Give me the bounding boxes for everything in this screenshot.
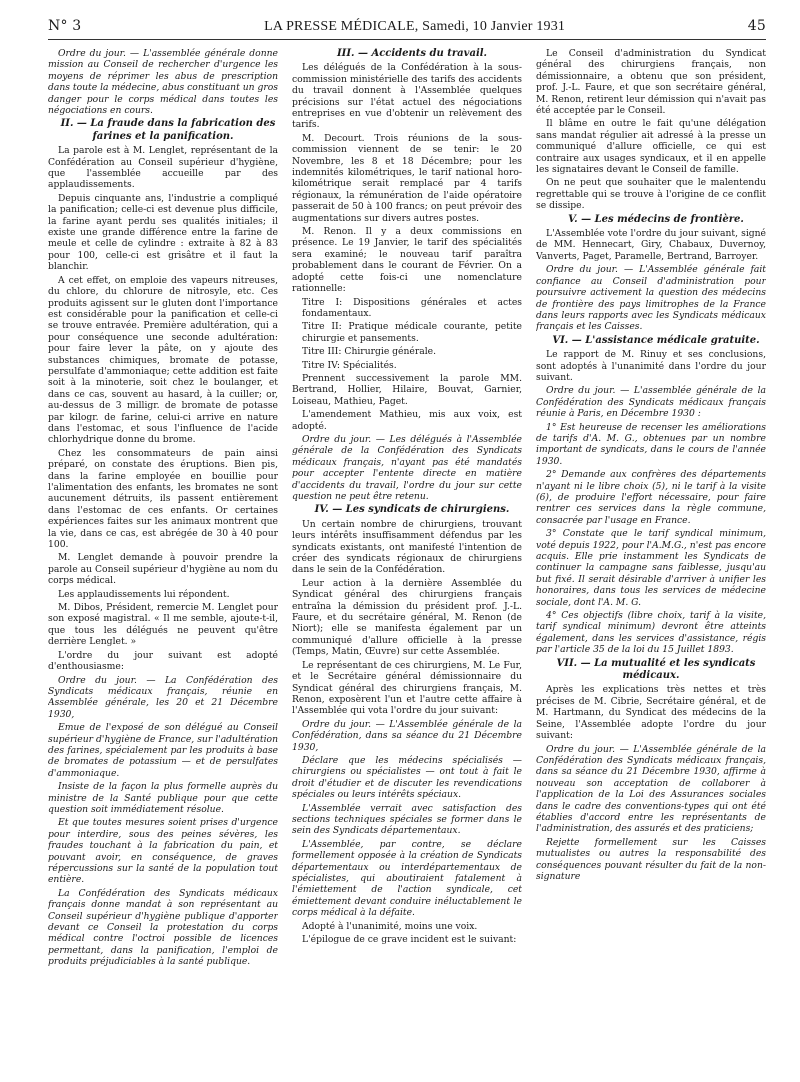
section-heading: III. — Accidents du travail. — [336, 48, 488, 59]
paragraph: Ordre du jour. — Les délégués à l'Assemblée générale de la Confédération des Syndicats médicaux français, n'ayant pas été mandatés pour accepter l'entente directe en matière d'accidents du travail, l'ordre du jour sur cette question ne peut être retenu. — [292, 433, 522, 503]
page-number: 45 — [747, 18, 766, 34]
paragraph: Emue de l'exposé de son délégué au Conseil supérieur d'hygiène de France, sur l'adultération des farines, spécialement par les produits à base de bromates de potassium — et de persulfates d'ammoniaque. — [48, 722, 278, 779]
page-header — [48, 18, 766, 40]
column-1 — [48, 48, 278, 1068]
paragraph: La parole est à M. Lenglet, représentant de la Confédération au Conseil supérieur d'hygiène, que l'assemblée accueille par des applaudissements. — [48, 145, 278, 191]
paragraph: 2° Demande aux confrères des départements n'ayant ni le libre choix (5), ni le tarif à la visite (6), de produire l'effort nécessaire, pour faire rentrer ces services dans la règle commune, consacrée par l'usage en France. — [536, 469, 766, 526]
list-item: Titre IV: Spécialités. — [302, 359, 397, 371]
paragraph: Adopté à l'unanimité, moins une voix. — [302, 920, 478, 932]
section-heading: VII. — La mutualité et les syndicats médicaux. — [556, 657, 756, 682]
paragraph: Les applaudissements lui répondent. — [58, 588, 230, 600]
newspaper-title: LA PRESSE MÉDICALE, Samedi, 10 Janvier 1931 — [264, 19, 566, 34]
paragraph: L'Assemblée vote l'ordre du jour suivant, signé de MM. Hennecart, Giry, Chabaux, Duvernoy, Vanverts, Paget, Paramelle, Bertrand, Barroyer. — [536, 228, 766, 262]
paragraph: Le rapport de M. Rinuy et ses conclusions, sont adoptés à l'unanimité dans l'ordre du jour suivant. — [536, 349, 766, 383]
paragraph: Le Conseil d'administration du Syndicat général des chirurgiens français, non démissionnaire, a obtenu que son président, prof. J.-L. Faure, et que son secrétaire général, M. Renon, retirent leur démission qui n'avait pas été acceptée par le Conseil. — [536, 48, 766, 117]
paragraph: Déclare que les médecins spécialisés — chirurgiens ou spécialistes — ont tout à fait le droit d'étudier et de discuter les revendications spéciales ou leurs intérêts spéciaux. — [292, 754, 522, 801]
paragraph: Depuis cinquante ans, l'industrie a compliqué la panification; celle-ci est devenue plus difficile, la farine ayant perdu ses qualités initiales; il existe une grande différence entre la farine de meule et celle de cylindre : extraite à 82 à 83 pour 100, celle-ci est grisâtre et il faut la blanchir. — [48, 192, 278, 273]
paragraph: 1° Est heureuse de recenser les améliorations de tarifs d'A. M. G., obtenues par un nombre important de syndicats, dans le cours de l'année 1930. — [536, 421, 766, 467]
paragraph: Insiste de la façon la plus formelle auprès du ministre de la Santé publique pour que cette question soit immédiatement résolue. — [48, 781, 278, 815]
paragraph: Le représentant de ces chirurgiens, M. Le Fur, et le Secrétaire général démissionnaire du Syndicat général des chirurgiens français, M. Renon, exposèrent l'un et l'autre cette affaire à l'Assemblée qui vota l'ordre du jour suivant: — [292, 659, 522, 717]
column-3 — [536, 48, 766, 1068]
paragraph: Il blâme en outre le fait qu'une délégation sans mandat régulier ait adressé à la presse un communiqué d'allure officielle, ce qui est contraire aux usages syndicaux, et il en appelle les signataires devant le Conseil de famille. — [536, 118, 766, 176]
paragraph: Chez les consommateurs de pain ainsi préparé, on constate des éruptions. Bien pis, dans la farine employée en bouillie pour l'alimentation des enfants, les bromates ne sont aucunement détruits, ils passent entièrement dans l'estomac de ces enfants. Or certaines expériences faites sur les animaux montrent que la vie, dans ce cas, est abrégée de 30 à 40 pour 100. — [48, 447, 278, 551]
paragraph: Un certain nombre de chirurgiens, trouvant leurs intérêts insuffisamment défendus par les syndicats existants, ont manifesté l'intention de créer des syndicats régionaux de chirurgiens dans le sein de la Confédération. — [292, 518, 522, 576]
paragraph: Les délégués de la Confédération à la sous-commission ministérielle des tarifs des accidents du travail donnent à l'Assemblée quelques précisions sur l'état actuel des négociations entreprises en vue d'obtenir un relèvement des tarifs. — [292, 62, 522, 131]
paragraph: Prennent successivement la parole MM. Bertrand, Hollier, Hilaire, Bouvat, Garnier, Loiseau, Mathieu, Paget. — [292, 372, 522, 407]
list-item: Titre III: Chirurgie générale. — [302, 346, 437, 358]
paragraph: La Confédération des Syndicats médicaux français donne mandat à son représentant au Conseil supérieur d'hygiène publique d'apporter devant ce Conseil la protestation du corps médical contre l'octroi possible de licences permettant, dans la panification, l'emploi de produits préjudiciables à la santé publique. — [48, 887, 278, 968]
section-heading: V. — Les médecins de frontière. — [568, 213, 744, 225]
paragraph: Rejette formellement sur les Caisses mutualistes ou autres la responsabilité des conséquences pouvant résulter du fait de la non-signature — [536, 836, 766, 882]
paragraph: Et que toutes mesures soient prises d'urgence pour interdire, sous des peines sévères, les fraudes touchant à la fabrication du pain, et pouvant avoir, en conséquence, de graves répercussions sur la santé de la population tout entière. — [48, 817, 278, 886]
list-item: Titre II: Pratique médicale courante, petite chirurgie et pansements. — [302, 321, 522, 344]
paragraph: 4° Ces objectifs (libre choix, tarif à la visite, tarif syndical minimum) devront être atteints également, dans les services d'assistance, régis par l'article 35 de la loi du 15 Juillet 1893. — [536, 610, 766, 656]
section-heading: II. — La fraude dans la fabrication des farines et la panification. — [60, 118, 276, 142]
paragraph: L'ordre du jour suivant est adopté d'enthousiasme: — [48, 649, 278, 673]
title-list — [292, 297, 522, 371]
list-item: Titre I: Dispositions générales et actes fondamentaux. — [302, 296, 522, 319]
paragraph: Ordre du jour. — La Confédération des Syndicats médicaux français, réunie en Assemblée générale, les 20 et 21 Décembre 1930, — [48, 674, 278, 720]
paragraph: L'Assemblée, par contre, se déclare formellement opposée à la création de Syndicats départementaux ou interdépartementaux de spécialistes, qui aboutiraient fatalement à l'émiettement de l'action syndicale, cet émiettement devant conduire inéluctablement le corps médical à la défaite. — [292, 838, 522, 919]
paragraph: Ordre du jour. — L'assemblée générale donne mission au Conseil de rechercher d'urgence les moyens de réprimer les abus de prescription dans toute la médecine, abus constituant un gros danger pour le corps médical dans toutes les négociations en cours. — [48, 48, 278, 117]
paragraph: L'épilogue de ce grave incident est le suivant: — [302, 934, 517, 946]
issue-number: N° 3 — [48, 18, 82, 34]
column-2 — [292, 48, 522, 1068]
paragraph: M. Dibos, Président, remercie M. Lenglet pour son exposé magistral. « Il me semble, ajoute-t-il, que tous les délégués ne peuvent qu'être derrière Lenglet. » — [48, 602, 278, 648]
paragraph: On ne peut que souhaiter que le malentendu regrettable qui se trouve à l'origine de ce conflit se dissipe. — [536, 177, 766, 212]
paragraph: L'amendement Mathieu, mis aux voix, est adopté. — [292, 409, 522, 432]
paragraph: L'Assemblée verrait avec satisfaction des sections techniques spéciales se former dans le sein des Syndicats départementaux. — [292, 802, 522, 837]
paragraph: Après les explications très nettes et très précises de M. Cibrie, Secrétaire général, et de M. Hartmann, du Syndicat des médecins de la Seine, l'Assemblée adopte l'ordre du jour suivant: — [536, 684, 766, 742]
paragraph: Ordre du jour. — L'Assemblée générale de la Confédération, dans sa séance du 21 Décembre 1930, — [292, 718, 522, 753]
paragraph: Leur action à la dernière Assemblée du Syndicat général des chirurgiens français entraîna la démission du président prof. J.-L. Faure, et du secrétaire général, M. Renon (de Niort); elle se manifesta également par un communiqué d'allure officielle à la presse (Temps, Matin, Œuvre) sur cette Assemblée. — [292, 577, 522, 658]
section-heading: VI. — L'assistance médicale gratuite. — [552, 334, 760, 346]
paragraph: 3° Constate que le tarif syndical minimum, voté depuis 1922, pour l'A.M.G., n'est pas encore acquis. Elle prie instamment les Syndicats de continuer la campagne sans faiblesse, jusqu'au but fixé. Il serait désirable d'arriver à unifier les honoraires, dans tous les services de médecine sociale, dont l'A. M. G. — [536, 528, 766, 608]
paragraph: M. Lenglet demande à pouvoir prendre la parole au Conseil supérieur d'hygiène au nom du corps médical. — [48, 552, 278, 587]
paragraph: M. Decourt. Trois réunions de la sous-commission viennent de se tenir: le 20 Novembre, les 8 et 18 Décembre; pour les indemnités kilométriques, le tarif national horo-kilométrique serait remplacé par 4 tarifs régionaux, la rémunération de l'aide opératoire passerait de 50 à 100 francs; on peut prévoir des augmentations sur divers autres postes. — [292, 132, 522, 224]
article-columns — [48, 48, 766, 1068]
paragraph: Ordre du jour. — L'Assemblée générale de la Confédération des Syndicats médicaux français, dans sa séance du 21 Décembre 1930, affirme à nouveau son acceptation de collaborer à l'application de la Loi des Assurances sociales dans le cadre des conventions-types qui ont été établies d'accord entre les représentants de l'administration, des assurés et des praticiens; — [536, 743, 766, 835]
paragraph: M. Renon. Il y a deux commissions en présence. Le 19 Janvier, le tarif des spécialités sera examiné; le nouveau tarif paraîtra probablement dans le courant de Février. On a adopté cette fois-ci une nomenclature rationnelle: — [292, 226, 522, 295]
paragraph: A cet effet, on emploie des vapeurs nitreuses, du chlore, du chlorure de nitrosyle, etc. Ces produits agissent sur le gluten dont l'importance est considérable pour la panification et celle-ci se trouve entravée. Première adultération, qui a pour conséquence une seconde adultération: pour faire lever la pâte, on y ajoute des substances chimiques, bromate de potasse, persulfate d'ammoniaque; cette addition est faite soit à la minoterie, soit chez le boulanger, et dans ce cas, souvent au hasard, à la cuiller; or, au-dessus de 3 milligr. de bromate de potasse par kilogr. de farine, celui-ci arrive en nature dans l'estomac, et sous l'influence de l'acide chlorhydrique donne du brome. — [48, 274, 278, 446]
paragraph: Ordre du jour. — L'Assemblée générale fait confiance au Conseil d'administration pour poursuivre activement la question des médecins de frontière des pays limitrophes de la France dans leurs rapports avec les Syndicats médicaux français et les Caisses. — [536, 264, 766, 333]
paragraph: Ordre du jour. — L'assemblée générale de la Confédération des Syndicats médicaux français réunie à Paris, en Décembre 1930 : — [536, 385, 766, 420]
section-heading: IV. — Les syndicats de chirurgiens. — [314, 504, 510, 516]
